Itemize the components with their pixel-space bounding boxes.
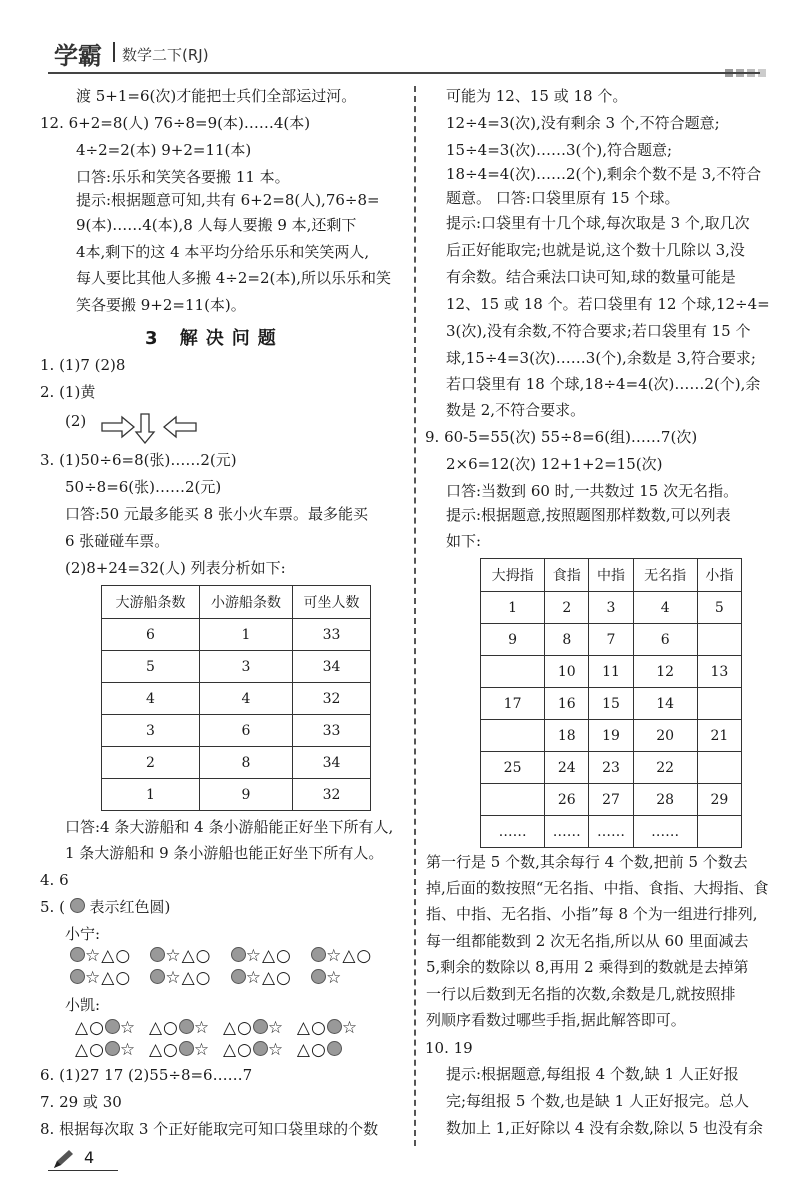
table-cell: 9	[481, 624, 545, 656]
hint-line: 提示:根据题意,每组报 4 个数,缺 1 人正好报	[446, 1065, 739, 1083]
table-cell: 6	[200, 715, 293, 747]
table-cell: 11	[589, 656, 633, 688]
text-line: 15÷4=3(次)……3(个),符合题意;	[446, 141, 673, 159]
text-line: 一行以后数到无名指的次数,余数是几,就按照排	[426, 985, 736, 1003]
table-cell: 2	[102, 747, 200, 779]
table-cell: ……	[481, 816, 545, 848]
table-cell: 21	[697, 720, 741, 752]
text-line: 7. 29 或 30	[40, 1093, 122, 1111]
text-line: 渡 5+1=6(次)才能把士兵们全部运过河。	[76, 87, 357, 105]
text-line: 口答:50 元最多能买 8 张小火车票。最多能买	[65, 505, 368, 523]
text-line: 9. 60-5=55(次) 55÷8=6(组)……7(次)	[425, 428, 698, 446]
table-cell: 5	[102, 651, 200, 683]
table-cell: 32	[293, 779, 371, 811]
text-line: 12. 6+2=8(人) 76÷8=9(本)……4(本)	[40, 114, 311, 132]
table-row	[102, 747, 371, 779]
shape-row: ☆△○ ☆△○ ☆△○ ☆△○	[70, 946, 372, 966]
table-header: 小指	[697, 559, 741, 592]
hint-line: 每人要比其他人多搬 4÷2=2(本),所以乐乐和笑	[76, 269, 392, 287]
table-row	[102, 651, 371, 683]
text-line	[40, 897, 170, 917]
gray-circle-icon	[70, 898, 85, 913]
table-cell: 10	[545, 656, 589, 688]
pencil-icon	[52, 1148, 76, 1170]
table-header: 食指	[545, 559, 589, 592]
text-line: 4. 6	[40, 871, 69, 889]
table-cell: 33	[293, 715, 371, 747]
hint-line: 提示:口袋里有十几个球,每次取是 3 个,取几次	[446, 214, 750, 232]
table-cell: 3	[102, 715, 200, 747]
table-cell: ……	[633, 816, 697, 848]
table-cell: 20	[633, 720, 697, 752]
text-line: (2)8+24=32(人) 列表分析如下:	[65, 559, 286, 577]
shape-row: △○ ☆ △○ ☆ △○ ☆ △○ ☆	[75, 1018, 359, 1038]
shape-row: △○ ☆ △○ ☆ △○ ☆ △○	[75, 1040, 342, 1060]
finger-table	[480, 558, 742, 848]
table-header-row	[481, 559, 742, 592]
text-line: 3. (1)50÷6=8(张)……2(元)	[40, 451, 237, 469]
header-title: 数学二下(RJ)	[122, 46, 209, 64]
table-header: 无名指	[633, 559, 697, 592]
text-line: 1. (1)7 (2)8	[40, 356, 126, 374]
text-line: 小凯:	[65, 996, 101, 1014]
text-line: 1 条大游船和 9 条小游船也能正好坐下所有人。	[65, 844, 384, 862]
table-header-row	[102, 586, 371, 619]
table-row	[102, 683, 371, 715]
text-line: 12÷4=3(次),没有剩余 3 个,不符合题意;	[446, 114, 720, 132]
hint-line: 如下:	[446, 532, 482, 550]
table-cell: 34	[293, 747, 371, 779]
hint-line: 后正好能取完;也就是说,这个数十几除以 3,没	[446, 241, 745, 259]
table-cell: 9	[200, 779, 293, 811]
table-cell: 5	[697, 592, 741, 624]
text-line: 第一行是 5 个数,其余每行 4 个数,把前 5 个数去	[426, 853, 748, 871]
table-cell	[481, 656, 545, 688]
hint-line: 12、15 或 18 个。若口袋里有 12 个球,12÷4=	[446, 295, 770, 313]
logo: 学霸	[54, 42, 102, 70]
table-cell: 16	[545, 688, 589, 720]
table-cell: 32	[293, 683, 371, 715]
hint-line: 提示:根据题意,按照题图那样数数,可以列表	[446, 506, 731, 524]
text-line: 掉,后面的数按照“无名指、中指、食指、大拇指、食	[426, 879, 769, 897]
table-row	[481, 624, 742, 656]
text-line: 50÷8=6(张)……2(元)	[65, 478, 222, 496]
table-cell: 22	[633, 752, 697, 784]
shape-row: ☆△○ ☆△○ ☆△○ ☆	[70, 968, 342, 988]
table-row	[102, 779, 371, 811]
table-header: 大拇指	[481, 559, 545, 592]
table-cell: 6	[102, 619, 200, 651]
text-line: 2×6=12(次) 12+1+2=15(次)	[446, 455, 663, 473]
text-line: 题意。 口答:口袋里原有 15 个球。	[446, 189, 680, 207]
table-cell: 8	[545, 624, 589, 656]
table-cell: 27	[589, 784, 633, 816]
table-row	[481, 816, 742, 848]
table-header: 小游船条数	[200, 586, 293, 619]
boat-table	[101, 585, 371, 811]
section-title: 3 解决问题	[145, 328, 284, 349]
text-line: 2. (1)黄	[40, 383, 96, 401]
table-cell: 4	[200, 683, 293, 715]
hint-line: 数是 2,不符合要求。	[446, 401, 586, 419]
hint-line: 4本,剩下的这 4 本平均分给乐乐和笑笑两人,	[76, 243, 370, 261]
text-line: 5,剩余的数除以 8,再用 2 乘得到的数就是去掉第	[426, 958, 749, 976]
text-line: (2)	[65, 412, 87, 430]
table-cell: 1	[102, 779, 200, 811]
page-number: 4	[84, 1148, 95, 1167]
footer-rule	[48, 1170, 118, 1171]
table-cell	[481, 784, 545, 816]
table-cell: 29	[697, 784, 741, 816]
table-row	[481, 720, 742, 752]
hint-line: 球,15÷4=3(次)……3(个),余数是 3,符合要求;	[446, 349, 756, 367]
table-cell: 1	[200, 619, 293, 651]
text-line: 口答:4 条大游船和 4 条小游船能正好坐下所有人,	[65, 818, 394, 836]
hint-line: 若口袋里有 18 个球,18÷4=4(次)……2(个),余	[446, 375, 761, 393]
table-cell: ……	[545, 816, 589, 848]
table-row	[481, 656, 742, 688]
table-cell: 17	[481, 688, 545, 720]
text-line: 4÷2=2(本) 9+2=11(本)	[76, 141, 252, 159]
table-cell	[697, 688, 741, 720]
table-row	[481, 688, 742, 720]
table-cell: 8	[200, 747, 293, 779]
table-cell	[697, 624, 741, 656]
table-cell: 24	[545, 752, 589, 784]
q5-legend: 表示红色圆)	[89, 898, 171, 916]
table-cell: 18	[545, 720, 589, 752]
hint-line: 9(本)……4(本),8 人每人要搬 9 本,还剩下	[76, 216, 357, 234]
table-cell: 33	[293, 619, 371, 651]
table-cell: 26	[545, 784, 589, 816]
header-separator	[113, 42, 115, 62]
table-cell	[481, 720, 545, 752]
hint-line: 有余数。结合乘法口诀可知,球的数量可能是	[446, 268, 736, 286]
table-header: 中指	[589, 559, 633, 592]
hint-line: 完;每组报 5 个数,也是缺 1 人正好报完。总人	[446, 1092, 749, 1110]
text-line: 指、中指、无名指、小指”每 8 个为一组进行排列,	[426, 905, 758, 923]
table-cell: 34	[293, 651, 371, 683]
table-cell: 3	[200, 651, 293, 683]
text-line: 可能为 12、15 或 18 个。	[446, 87, 628, 105]
arrows-icon	[100, 412, 200, 444]
table-cell	[697, 816, 741, 848]
text-line: 10. 19	[425, 1039, 473, 1057]
table-cell: 2	[545, 592, 589, 624]
table-row	[481, 784, 742, 816]
table-row	[481, 592, 742, 624]
table-cell: 3	[589, 592, 633, 624]
text-line: 8. 根据每次取 3 个正好能取完可知口袋里球的个数	[40, 1120, 379, 1138]
table-cell: 12	[633, 656, 697, 688]
table-cell: ……	[589, 816, 633, 848]
table-header: 可坐人数	[293, 586, 371, 619]
table-cell: 1	[481, 592, 545, 624]
table-cell: 23	[589, 752, 633, 784]
hint-line: 3(次),没有余数,不符合要求;若口袋里有 15 个	[446, 322, 751, 340]
table-cell: 25	[481, 752, 545, 784]
table-cell: 4	[633, 592, 697, 624]
table-header: 大游船条数	[102, 586, 200, 619]
page-header	[0, 0, 800, 75]
text-line: 6 张碰碰车票。	[65, 532, 170, 550]
text-line: 小宁:	[65, 925, 101, 943]
column-divider	[414, 86, 416, 1146]
text-line: 口答:乐乐和笑笑各要搬 11 本。	[76, 168, 290, 186]
hint-line: 提示:根据题意可知,共有 6+2=8(人),76÷8=	[76, 191, 380, 209]
table-cell	[697, 752, 741, 784]
table-cell: 13	[697, 656, 741, 688]
text-line: 口答:当数到 60 时,一共数过 15 次无名指。	[446, 482, 739, 500]
table-cell: 14	[633, 688, 697, 720]
text-line: 6. (1)27 17 (2)55÷8=6……7	[40, 1066, 253, 1084]
table-cell: 4	[102, 683, 200, 715]
table-row	[102, 715, 371, 747]
text-line: 列顺序看数过哪些手指,据此解答即可。	[426, 1011, 686, 1029]
hint-line: 笑各要搬 9+2=11(本)。	[76, 296, 246, 314]
table-row	[481, 752, 742, 784]
text-line: 每一组都能数到 2 次无名指,所以从 60 里面减去	[426, 932, 749, 950]
table-cell: 19	[589, 720, 633, 752]
text-line: 18÷4=4(次)……2(个),剩余个数不是 3,不符合	[446, 165, 762, 183]
table-cell: 15	[589, 688, 633, 720]
q5-label: 5. (	[40, 898, 65, 916]
table-cell: 7	[589, 624, 633, 656]
table-row	[102, 619, 371, 651]
table-cell: 6	[633, 624, 697, 656]
hint-line: 数加上 1,正好除以 4 没有余数,除以 5 也没有余	[446, 1119, 764, 1137]
table-cell: 28	[633, 784, 697, 816]
header-rule	[48, 72, 760, 74]
